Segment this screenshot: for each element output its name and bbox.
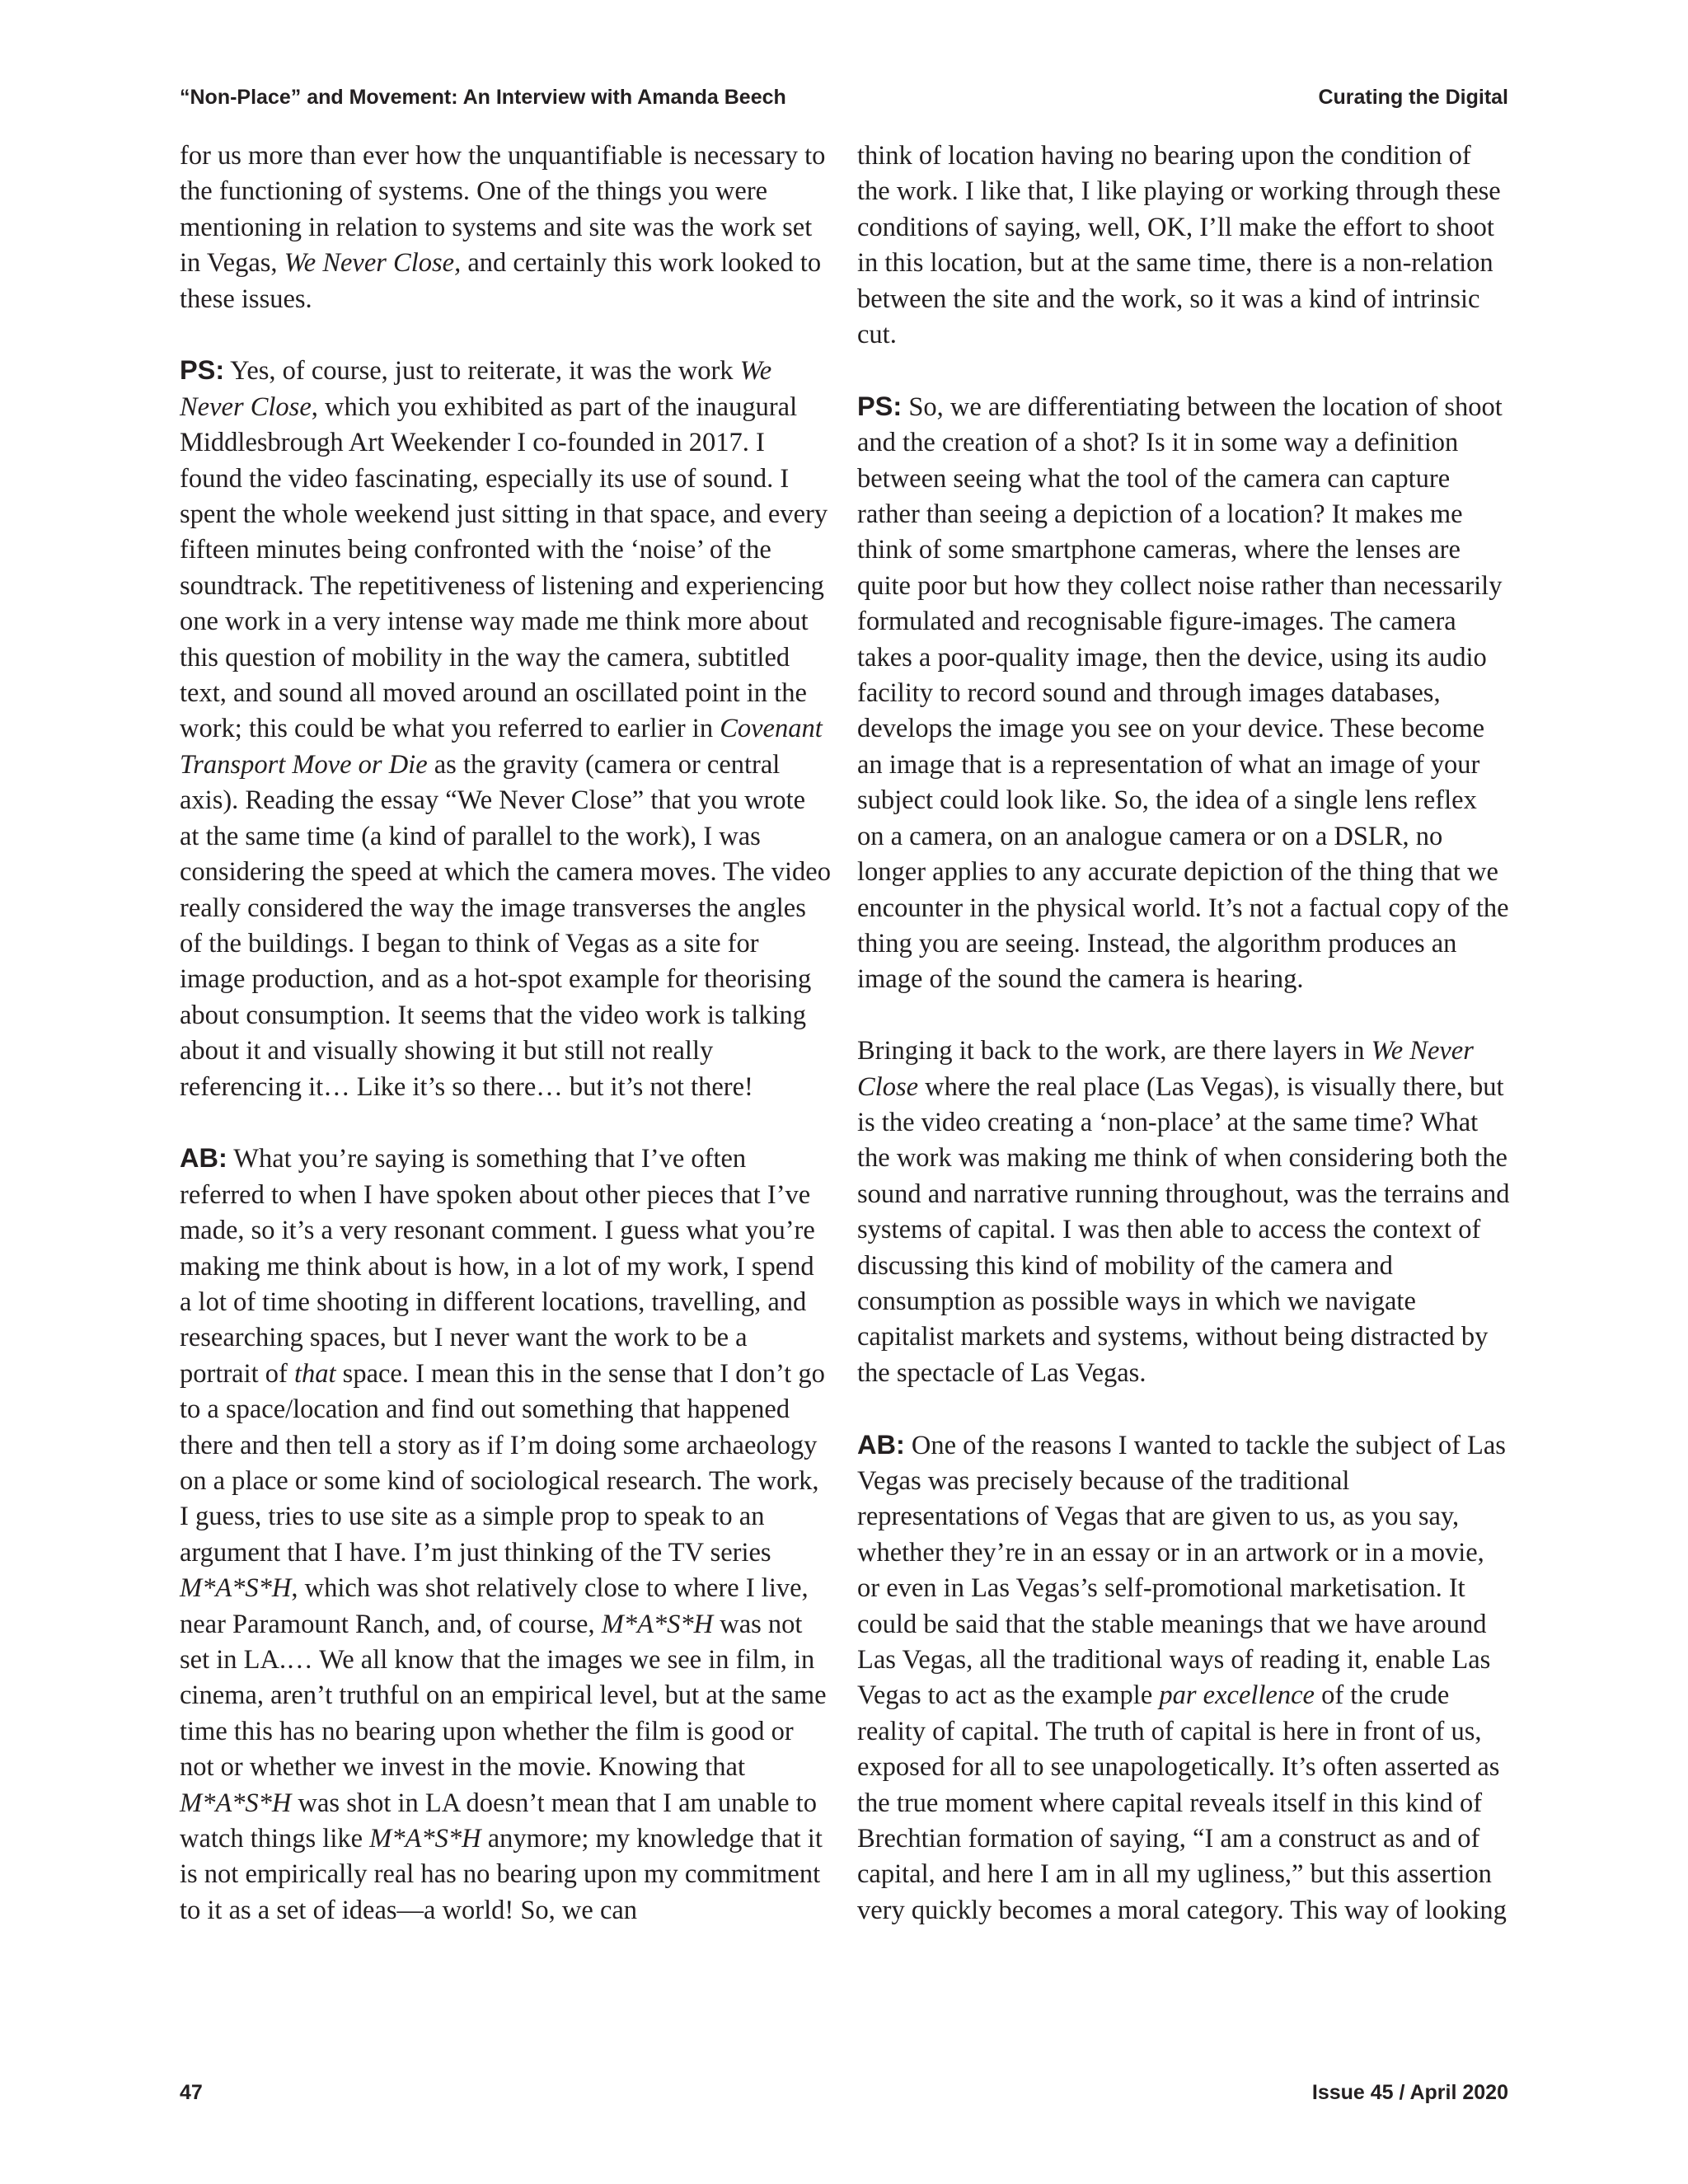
section-title: Curating the Digital	[1318, 86, 1508, 109]
paragraph: PS: So, we are differentiating between the location of shoot and the creation of a shot? Is it in some way a definition between seeing what the tool of the camera can capture rather than seeing a depiction of a location? It makes me think of some smartphone cameras, where the lenses are quite poor but how they collect noise rather than necessarily formulated and recognisable figure-images. The camera takes a poor-quality image, then the device, using its audio facility to record sound and through images databases, develops the image you see on your device. These become an image that is a representation of what an image of your subject could look like. So, the idea of a single lens reflex on a camera, on an analogue camera or on a DSLR, no longer applies to any accurate depiction of the thing that we encounter in the physical world. It’s not a factual copy of the thing you are seeing. Instead, the algorithm produces an image of the sound the camera is hearing.	[857, 391, 1509, 995]
article-title: “Non-Place” and Movement: An Interview with Amanda Beech	[180, 86, 786, 109]
speaker-label: AB:	[180, 1143, 227, 1174]
running-header	[180, 86, 1508, 112]
speaker-label: PS:	[857, 391, 903, 421]
paragraph: AB: What you’re saying is something that I’ve often referred to when I have spoken about other pieces that I’ve made, so it’s a very resonant comment. I guess what you’re making me think about is how, in a lot of my work, I spend a lot of time shooting in different locations, travelling, and researching spaces, but I never want the work to be a portrait of that space. I mean this in the sense that I don’t go to a space/location and find out something that happened there and then tell a story as if I’m doing some archaeology on a place or some kind of sociological research. The work, I guess, tries to use site as a simple prop to speak to an argument that I have. I’m just thinking of the TV series M*A*S*H, which was shot relatively close to where I live, near Paramount Ranch, and, of course, M*A*S*H was not set in LA.… We all know that the images we see in film, in cinema, aren’t truthful on an empirical level, but at the same time this has no bearing upon whether the film is good or not or whether we invest in the movie. Knowing that M*A*S*H was shot in LA doesn’t mean that I am unable to watch things like M*A*S*H anymore; my knowledge that it is not empirically real has no bearing upon my commitment to it as a set of ideas—a world! So, we can	[180, 1143, 827, 1925]
speaker-label: AB:	[857, 1429, 905, 1460]
speaker-label: PS:	[180, 355, 225, 386]
paragraph: Bringing it back to the work, are there layers in We Never Close where the real place (Las Vegas), is visually there, but is the video creating a ‘non-place’ at the same time? What the work was making me think of when considering both the sound and narrative running throughout, was the terrains and systems of capital. I was then able to access the context of discussing this kind of mobility of the camera and consumption as possible ways in which we navigate capitalist markets and systems, without being distracted by the spectacle of Las Vegas.	[857, 1036, 1510, 1388]
right-column	[857, 138, 1510, 1929]
page-footer	[180, 2081, 1508, 2107]
page-number: 47	[180, 2081, 203, 2104]
paragraph: think of location having no bearing upon the condition of the work. I like that, I like playing or working through these conditions of saying, well, OK, I’ll make the effort to shoot in this location, but at the same time, there is a non-relation between the site and the work, so it was a kind of intrinsic cut.	[857, 141, 1501, 350]
issue-label: Issue 45 / April 2020	[1311, 2081, 1508, 2104]
paragraph: for us more than ever how the unquantifiable is necessary to the functioning of systems. One of the things you were mentioning in relation to systems and site was the work set in Vegas, We Never Close, and certainly this work looked to these issues.	[180, 141, 826, 314]
paragraph: AB: One of the reasons I wanted to tackle the subject of Las Vegas was precisely because of the traditional representations of Vegas that are given to us, as you say, whether they’re in an essay or in an artwork or in a movie, or even in Las Vegas’s self-promotional marketisation. It could be said that the stable meanings that we have around Las Vegas, all the traditional ways of reading it, enable Las Vegas to act as the example par excellence of the crude reality of capital. The truth of capital is here in front of us, exposed for all to see unapologetically. It’s often asserted as the true moment where capital reveals itself in this kind of Brechtian formation of saying, “I am a construct as and of capital, and here I am in all my ugliness,” but this assertion very quickly becomes a moral category. This way of looking	[857, 1429, 1507, 1925]
paragraph: PS: Yes, of course, just to reiterate, it was the work We Never Close, which you exhibited as part of the inaugural Middlesbrough Art Weekender I co-founded in 2017. I found the video fascinating, especially its use of sound. I spent the whole weekend just sitting in that space, and every fifteen minutes being confronted with the ‘noise’ of the soundtrack. The repetitiveness of listening and experiencing one work in a very intense way made me think more about this question of mobility in the way the camera, subtitled text, and sound all moved around an oscillated point in the work; this could be what you referred to earlier in Covenant Transport Move or Die as the gravity (camera or central axis). Reading the essay “We Never Close” that you wrote at the same time (a kind of parallel to the work), I was considering the speed at which the camera moves. The video really considered the way the image transverses the angles of the buildings. I began to think of Vegas as a site for image production, and as a hot-spot example for theorising about consumption. It seems that the video work is talking about it and visually showing it but still not really referencing it… Like it’s so there… but it’s not there!	[180, 355, 831, 1102]
left-column	[180, 138, 831, 1929]
